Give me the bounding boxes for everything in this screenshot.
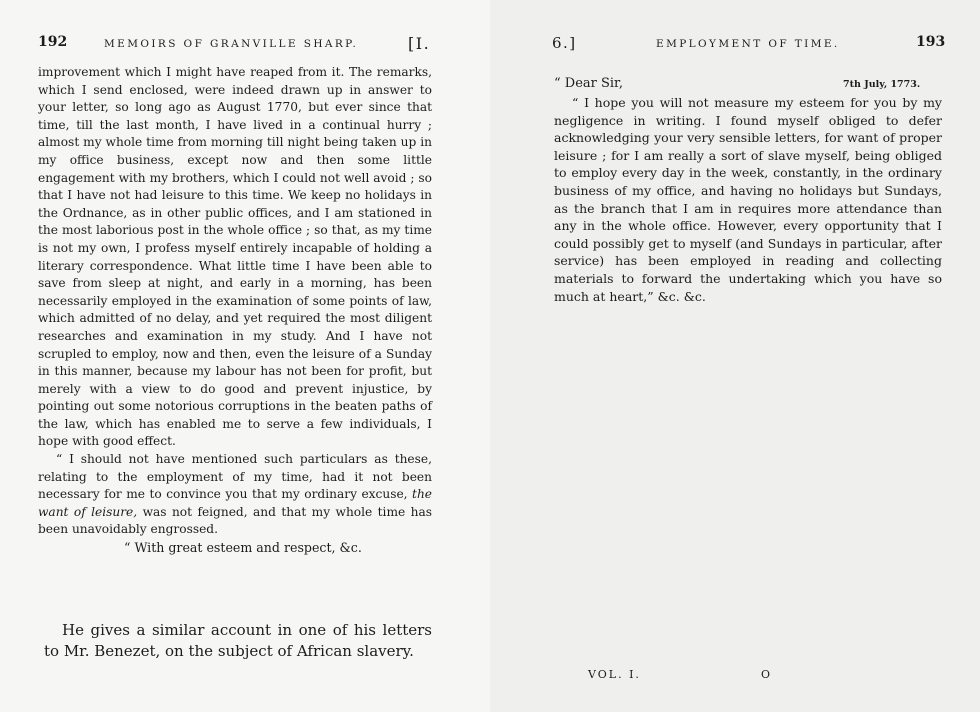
signature-letter: O bbox=[761, 668, 771, 681]
right-body bbox=[554, 94, 942, 305]
italic-phrase: the want of leisure, bbox=[38, 487, 433, 519]
letter-date: 7th July, 1773. bbox=[843, 79, 921, 90]
right-page bbox=[490, 0, 980, 712]
letter-body: “ I hope you will not measure my esteem for you by my negligence in writing. I found myself obliged to defer acknowledging your very sensible letters, for want of proper leisure ; for I am really a sort of slave myself, being obliged to employ every day in the week, constantly, in the ordinary business of my office, and having no holidays but Sundays, as the branch that I am in requires more attendance than any in the whole office. However, every opportunity that I could possibly get to myself (and Sundays in particular, after service) has been employed in reading and collecting materials to forward the undertaking which you have so much at heart,” &c. &c. bbox=[554, 95, 942, 304]
narrative-paragraph: He gives a similar account in one of his letters to Mr. Benezet, on the subject of African slavery. bbox=[44, 621, 432, 660]
left-page-number: 192 bbox=[38, 34, 68, 50]
paragraph-2: “ I should not have mentioned such particulars as these, relating to the employment of my time, had it not been necessary for me to convince you that my ordinary excuse, the want of leisure, was not feigned, and that my whole time has been unavoidably engrossed. bbox=[38, 452, 433, 537]
signature-volume: VOL. I. bbox=[588, 668, 641, 681]
left-bracket: [I. bbox=[408, 34, 431, 53]
salutation: “ Dear Sir, bbox=[554, 76, 623, 91]
left-body bbox=[38, 64, 432, 556]
closing-line: “ With great esteem and respect, &c. bbox=[124, 540, 362, 556]
right-bracket: 6.] bbox=[552, 34, 577, 52]
left-running-head: MEMOIRS OF GRANVILLE SHARP. bbox=[104, 38, 359, 50]
paragraph-1: improvement which I might have reaped from it. The remarks, which I send enclosed, were indeed drawn up in answer to your letter, so long ago as August 1770, but ever since that time, till the last month, I have lived in a continual hurry ; almost my whole time from morning till night being taken up in my office business, except now and then some little engagement with my brothers, which I could not well avoid ; so that I have not had leisure to this time. We keep no holidays in the Ordnance, as in other public offices, and I am stationed in the most laborious post in the whole office ; so that, as my time is not my own, I profess myself entirely incapable of holding a literary correspondence. What little time I have been able to save from sleep at night, and early in a morning, has been necessarily employed in the examination of some points of law, which admitted of no delay, and yet required the most diligent researches and examination in my study. And I have not scrupled to employ, now and then, even the leisure of a Sunday in this manner, because my labour has not been for profit, but merely with a view to do good and prevent injustice, by pointing out some notorious corruptions in the beaten paths of the law, which has enabled me to serve a few individuals, I hope with good effect. bbox=[38, 65, 432, 449]
right-running-head: EMPLOYMENT OF TIME. bbox=[656, 38, 840, 50]
right-page-number: 193 bbox=[916, 34, 946, 50]
